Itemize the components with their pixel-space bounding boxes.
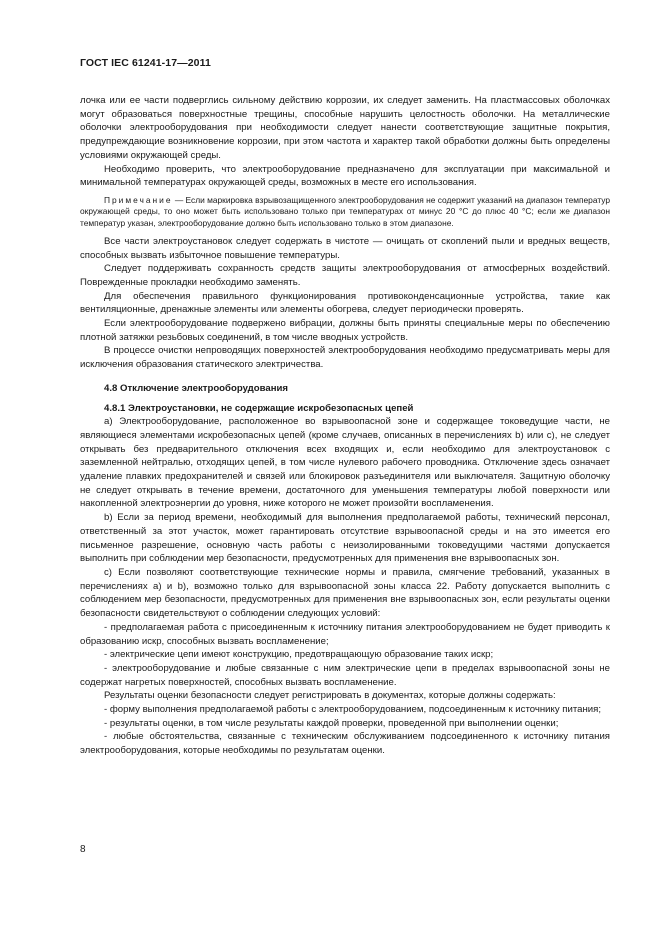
dash-item: - форму выполнения предполагаемой работы с электрооборудованием, подсоединенным к источнику питания; [104,704,601,716]
note-text: — Если маркировка взрывозащищенного электрооборудования не содержит указаний на диапазон температур окружающей среды, то оно может быть использовано только при температурах от минус 20 °С до плюс 40 °С; если же диапазон температур указан, электрооборудование должно быть использовано только в этом диапазоне. [80,194,610,228]
note [80,195,610,229]
document-body [80,94,610,758]
paragraph: Необходимо проверить, что электрооборудование предназначено для эксплуатации при максимальной и минимальной температурах окружающей среды, возможных в месте его использования. [80,163,610,189]
list-item: с) Если позволяют соответствующие технические нормы и правила, смягчение требований, указанных в перечислениях а) и b), возможно только для взрывоопасной зоны класса 22. Работу допускается выполнить с соблюдением мер безопасности, предусмотренных для применения вне взрывоопасных зон, если результаты оценки безопасности свидетельствуют о соблюдении следующих условий: [80,566,610,620]
paragraph: Для обеспечения правильного функционирования противоконденсационные устройства, такие как вентиляционные, дренажные элементы или элементы обогрева, следует периодически проверять. [80,290,610,316]
section-heading: 4.8 Отключение электрооборудования [104,382,289,394]
dash-item: - электрические цепи имеют конструкцию, предотвращающую образование таких искр; [104,649,494,661]
subsection-heading: 4.8.1 Электроустановки, не содержащие искробезопасных цепей [104,402,414,414]
document-header-title: ГОСТ IEC 61241-17—2011 [80,57,211,69]
paragraph: Если электрооборудование подвержено вибрации, должны быть приняты специальные меры по обеспечению плотной затяжки резьбовых соединений, в том числе вводных устройств. [80,318,610,343]
paragraph: Следует поддерживать сохранность средств защиты электрооборудования от атмосферных воздействий. Поврежденные прокладки необходимо заменять. [80,263,610,288]
dash-item: - предполагаемая работа с присоединенным к источнику питания электрооборудованием не будет приводить к образованию искр, способных вызвать воспламенение; [80,621,610,647]
list-item: b) Если за период времени, необходимый для выполнения предполагаемой работы, технический персонал, ответственный за этот участок, может гарантировать отсутствие взрывоопасной среды и на это имеется его письменное разрешение, основную часть работы с неизолированными токоведущими частями допускается выполнить при соблюдении мер безопасности, предусмотренных для применения вне взрывоопасных зон. [80,512,610,565]
paragraph: лочка или ее части подверглись сильному действию коррозии, их следует заменить. На пластмассовых оболочках могут образоваться поверхностные трещины, способные нарушить целостность оболочки. На металлические оболочки электрооборудования при необходимости следует нанести соответствующие защитные покрытия, предупреждающие возникновение коррозии, при этом частота и характер такой обработки должны быть определены условиями окружающей среды. [80,95,610,161]
paragraph: Все части электроустановок следует содержать в чистоте — очищать от скоплений пыли и вредных веществ, способных вызвать избыточное повышение температуры. [80,235,610,261]
paragraph: Результаты оценки безопасности следует регистрировать в документах, которые должны содержать: [104,690,556,702]
dash-item: - любые обстоятельства, связанные с техническим обслуживанием подсоединенного к источнику питания электрооборудования, которые необходимы по результатам оценки. [80,731,610,757]
dash-item: - результаты оценки, в том числе результаты каждой проверки, проведенной при выполнении оценки; [104,717,559,729]
list-item: а) Электрооборудование, расположенное во взрывоопасной зоне и содержащее токоведущие части, не являющиеся элементами искробезопасных цепей (кроме случаев, описанных в перечислениях b) или с), не следует открывать без предварительного отключения всех входящих и, если необходимо для электроустановок с заземленной нейтралью, отходящих цепей, в том числе нулевого рабочего проводника. Отключение здесь означает удаление плавких предохранителей и связей или блокировок разъединителя или выключателя. Защитную оболочку не следует открывать в течение времени, достаточного для уменьшения температуры любой поверхности или накопленной электроэнергии до уровня, ниже которого не может произойти воспламенения. [80,416,610,510]
page-number: 8 [80,844,86,855]
dash-item: - электрооборудование и любые связанные с ним электрические цепи в пределах взрывоопасной зоны не содержат нагретых поверхностей, способных вызвать воспламенение. [80,662,610,688]
paragraph: В процессе очистки непроводящих поверхностей электрооборудования необходимо предусматривать меры для исключения образования статического электричества. [80,345,610,371]
note-label: Примечание [104,194,173,205]
